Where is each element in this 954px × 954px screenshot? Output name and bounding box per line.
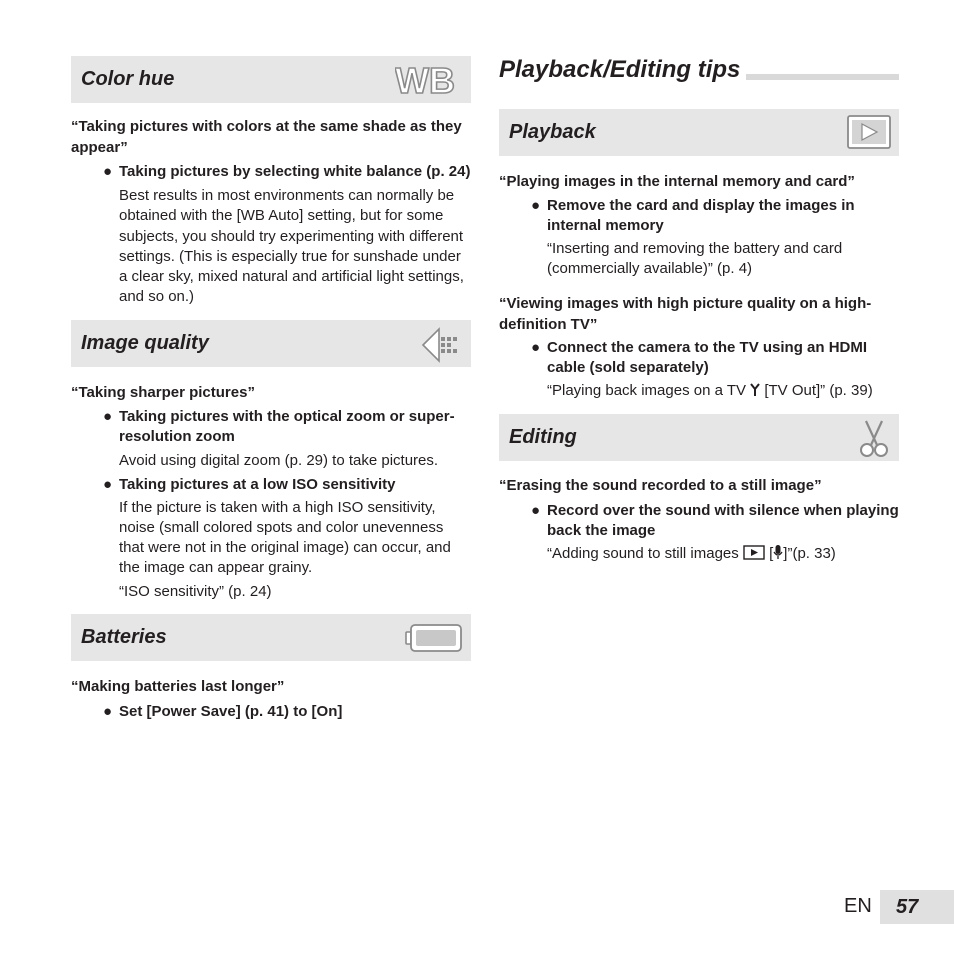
image-quality-header (71, 320, 471, 367)
color-hue-title: Color hue (81, 68, 175, 90)
image-quality-bullet-1 (71, 407, 471, 447)
image-quality-bullet-2 (71, 475, 471, 495)
editing-bullet-1 (499, 501, 899, 541)
playback-button-icon (743, 545, 765, 562)
playback-question-1: “Playing images in the internal memory and card” (499, 173, 855, 190)
image-quality-text-1: Avoid using digital zoom (p. 29) to take pictures. (119, 452, 439, 470)
image-quality-bullet-1-text: Taking pictures with the optical zoom or super-resolution zoom (119, 408, 455, 446)
bullet-icon: ● (531, 501, 541, 519)
bullet-icon: ● (103, 702, 113, 720)
playback-header (499, 109, 899, 156)
playback-text-2-post: [TV Out]” (p. 39) (760, 382, 873, 400)
playback-text-1: “Inserting and removing the battery and card (commercially available)” (p. 4) (547, 239, 843, 277)
color-hue-text: Best results in most environments can normally be obtained with the [WB Auto] setting, but for some subjects, you should try experimenting with different settings. (This is especially true for sunshade under a clear sky, mixed natural and artificial light settings, and so on.) (119, 187, 464, 306)
right-column (499, 56, 899, 564)
batteries-header (71, 614, 471, 661)
playback-bullet-2 (499, 338, 899, 378)
page-title: Playback/Editing tips (499, 56, 746, 84)
page-number: 57 (880, 890, 954, 924)
batteries-bullet-text: Set [Power Save] (p. 41) to [On] (119, 702, 343, 720)
image-quality-text-3: “ISO sensitivity” (p. 24) (119, 582, 272, 600)
main-title-block (499, 56, 899, 84)
playback-question-2: “Viewing images with high picture quality on a high-definition TV” (499, 295, 872, 333)
scissors-icon (857, 419, 891, 464)
image-quality-icon (419, 325, 463, 370)
image-quality-question: “Taking sharper pictures” (71, 383, 255, 401)
white-balance-icon (395, 64, 463, 101)
bullet-icon: ● (103, 475, 113, 493)
left-column (71, 56, 471, 722)
editing-title: Editing (509, 426, 577, 449)
playback-text-2-pre: “Playing back images on a TV (547, 382, 751, 400)
color-hue-question: “Taking pictures with colors at the same shade as they appear” (71, 118, 462, 156)
color-hue-bullet-text: Taking pictures by selecting white balance (p. 24) (119, 163, 471, 180)
battery-icon (405, 623, 463, 658)
playback-text-2 (499, 381, 899, 401)
microphone-icon (773, 545, 783, 562)
editing-text-1-pre: “Adding sound to still images (547, 544, 743, 562)
editing-header (499, 414, 899, 461)
playback-bullet-1-text: Remove the card and display the images in internal memory (547, 196, 855, 234)
playback-title: Playback (509, 121, 596, 143)
playback-bullet-2-text: Connect the camera to the TV using an HDMI cable (sold separately) (547, 339, 868, 377)
bullet-icon: ● (103, 408, 113, 426)
color-hue-header (71, 56, 471, 103)
editing-text-1-post: ]”(p. 33) (783, 544, 836, 562)
playback-icon (847, 115, 891, 154)
bullet-icon: ● (103, 163, 113, 180)
language-label: EN (844, 895, 872, 917)
batteries-question: “Making batteries last longer” (71, 678, 285, 696)
editing-text-1 (499, 544, 899, 564)
editing-text-1-mid: [ (764, 544, 774, 562)
bullet-icon: ● (531, 339, 541, 357)
editing-bullet-1-text: Record over the sound with silence when playing back the image (547, 501, 899, 539)
batteries-title: Batteries (81, 626, 167, 649)
batteries-bullet (71, 702, 471, 722)
image-quality-title: Image quality (81, 331, 209, 354)
bullet-icon: ● (531, 196, 541, 214)
image-quality-text-2: If the picture is taken with a high ISO sensitivity, noise (small colored spots and color unevenness that were not in the original image) can occur, and the image can appear grainy. (119, 498, 451, 577)
image-quality-bullet-2-text: Taking pictures at a low ISO sensitivity (119, 475, 396, 493)
playback-bullet-1 (499, 196, 899, 236)
editing-question-1: “Erasing the sound recorded to a still image” (499, 477, 822, 495)
color-hue-bullet (71, 162, 471, 182)
settings-wrench-icon (750, 382, 760, 399)
wb-icon-text: WB (395, 64, 455, 96)
